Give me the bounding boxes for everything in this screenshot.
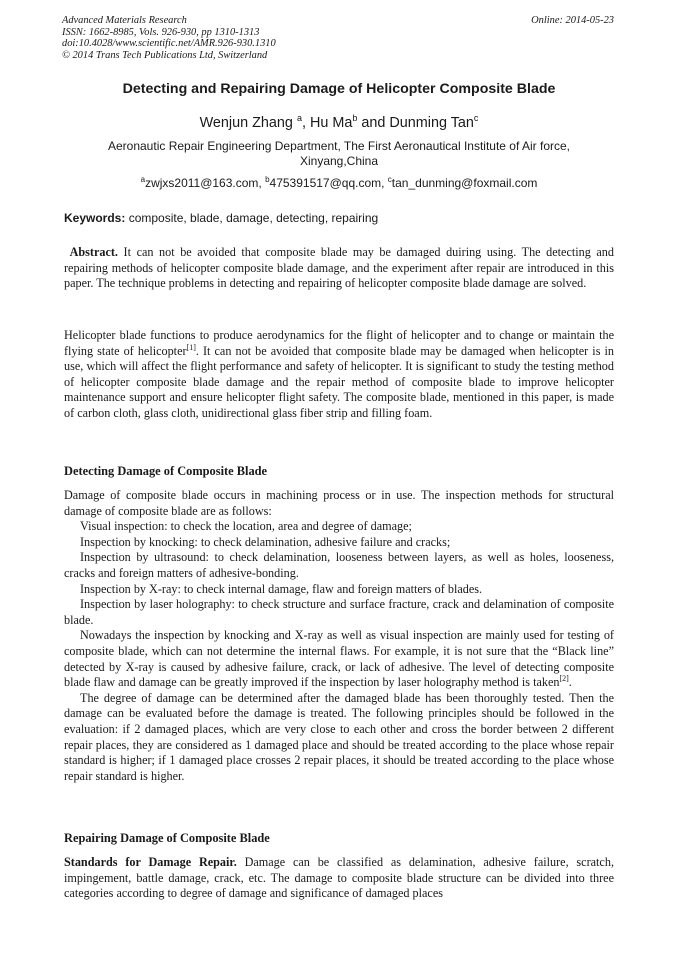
email-superscript: b — [265, 175, 270, 184]
keywords-label: Keywords: — [64, 211, 126, 225]
journal-copyright: © 2014 Trans Tech Publications Ltd, Switzerland — [62, 49, 268, 61]
author-emails — [0, 175, 678, 190]
keywords — [64, 211, 378, 225]
journal-info — [62, 15, 276, 61]
keywords-text: composite, blade, damage, detecting, repairing — [125, 211, 379, 225]
email-superscript: c — [387, 175, 392, 184]
paragraph: Nowadays the inspection by knocking and X-ray as well as visual inspection are mainly used for testing of composite blade, which can not determine the internal flaws. For example, it is not sure that the “Black line” detected by X-ray is caused by adhesive failure, crack, or lack of adhesive. The level of detecting composite blade flaw and damage can be greatly improved if the inspection by laser holography method is taken — [64, 628, 614, 690]
citation-ref: [1] — [186, 342, 196, 352]
section-heading: Detecting Damage of Composite Blade — [64, 464, 268, 478]
section-body — [64, 488, 614, 784]
subsection-label: Standards for Damage Repair. — [64, 855, 237, 869]
section-body — [64, 855, 614, 902]
email-address: zwjxs2011@163.com, — [145, 176, 266, 190]
journal-issn: ISSN: 1662-8985, Vols. 926-930, pp 1310-1313 — [62, 26, 260, 38]
abstract — [64, 245, 614, 292]
introduction — [64, 328, 614, 422]
paragraph: The degree of damage can be determined after the damaged blade has been thoroughly tested. Then the damage can be evaluated before the damage is treated. The following principles should be followed in the evaluation: if 2 damaged places, which are very close to each other and cross the border between 2 different repair places, they are considered as 1 damaged place and should be treated according to the place whose repair standard is higher; if 1 damaged place crosses 2 repair places, it should be treated according to the place whose repair standard is higher. — [64, 690, 614, 783]
author-superscript: a — [296, 113, 302, 123]
list-item: Inspection by X-ray: to check internal damage, flaw and foreign matters of blades. — [80, 581, 483, 596]
email-address: 475391517@qq.com, — [269, 176, 388, 190]
email-address: tan_dunming@foxmail.com — [391, 176, 538, 190]
email-superscript: a — [140, 175, 146, 184]
paragraph: . — [568, 675, 572, 690]
abstract-text: It can not be avoided that composite blade may be damaged duiring using. The detecting and repairing methods of helicopter composite blade damage, and the experiment after repair are introduced in this paper. The technique problems in detecting and repairing of helicopter composite blade damage are solved. — [64, 245, 614, 291]
abstract-label: Abstract. — [69, 245, 118, 259]
paper-title: Detecting and Repairing Damage of Helicopter Composite Blade — [122, 81, 556, 97]
journal-doi: doi:10.4028/www.scientific.net/AMR.926-930.1310 — [62, 38, 276, 50]
author-superscript: b — [352, 113, 358, 123]
online-date: Online: 2014-05-23 — [531, 15, 614, 26]
list-item: Inspection by ultrasound: to check delamination, looseness between layers, as well as holes, looseness, cracks and foreign matters of adhesive-bonding. — [64, 550, 614, 580]
author-list — [0, 113, 678, 131]
intro-text: Helicopter blade functions to produce aerodynamics for the flight of helicopter and to change or maintain the flying state of helicopter — [64, 328, 614, 358]
list-item: Inspection by knocking: to check delamination, adhesive failure and cracks; — [80, 534, 451, 549]
citation-ref: [2] — [559, 674, 569, 684]
author-superscript: c — [473, 113, 479, 123]
paragraph: Damage of composite blade occurs in machining process or in use. The inspection methods for structural damage of composite blade are as follows: — [64, 488, 614, 518]
author-name: , Hu Ma — [301, 114, 353, 131]
intro-text: . It can not be avoided that composite blade may be damaged when helicopter is in use, which will affect the flight performance and safety of helicopter. It is significant to study the testing method of helicopter composite blade damage and the repair method of composite blade to improve helicopter maintenance support and ensure helicopter flight safety. The composite blade, mentioned in this paper, is made of carbon cloth, glass cloth, unidirectional glass fiber strip and filling foam. — [64, 343, 614, 420]
affiliation: Aeronautic Repair Engineering Department, The First Aeronautical Institute of Air force, Xinyang,China — [107, 139, 571, 168]
section-heading: Repairing Damage of Composite Blade — [64, 831, 270, 845]
list-item: Inspection by laser holography: to check structure and surface fracture, crack and delamination of composite blade. — [64, 597, 614, 627]
author-name: and Dunming Tan — [357, 114, 474, 131]
paragraph: Damage can be classified as delamination, adhesive failure, scratch, impingement, battle damage, crack, etc. The damage to composite blade structure can be divided into three categories according to degree of damage and significance of damaged places — [64, 855, 614, 901]
author-name: Wenjun Zhang — [199, 114, 293, 131]
list-item: Visual inspection: to check the location, area and degree of damage; — [80, 519, 412, 534]
journal-name: Advanced Materials Research — [62, 15, 187, 26]
